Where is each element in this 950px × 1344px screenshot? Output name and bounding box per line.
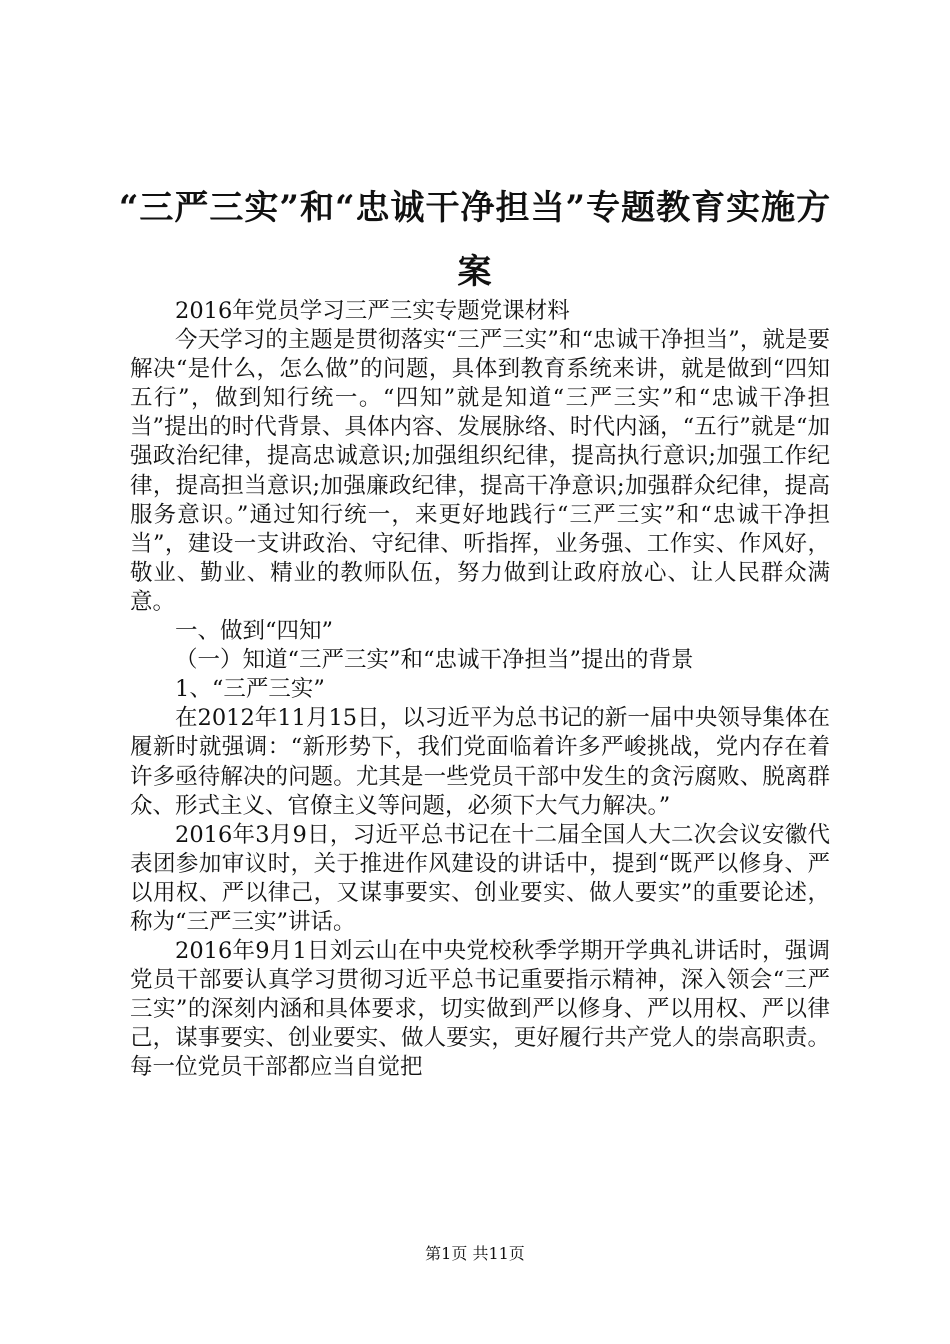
page-number: 第1页 共11页: [425, 1244, 525, 1263]
item-heading-1: 1、“三严三实”: [175, 676, 325, 703]
paragraph-2012: 在2012年11月15日，以习近平为总书记的新一届中央领导集体在履新时就强调：“新形势下，我们党面临着许多严峻挑战，党内存在着许多亟待解决的问题。尤其是一些党员干部中发生的贪污腐败、脱离群众、形式主义、官僚主义等问题，必须下大气力解决。”: [130, 705, 830, 819]
paragraph-2016-september: 2016年9月1日刘云山在中央党校秋季学期开学典礼讲话时，强调党员干部要认真学习贯彻习近平总书记重要指示精神，深入领会“三严三实”的深刻内涵和具体要求，切实做到严以修身、严以用权、严以律己，谋事要实、创业要实、做人要实，更好履行共产党人的崇高职责。每一位党员干部都应当自觉把: [130, 938, 830, 1081]
paragraph-subtitle: 2016年党员学习三严三实专题党课材料: [175, 298, 570, 324]
document-title: “三严三实”和“忠诚干净担当”专题教育实施方案: [118, 188, 832, 292]
paragraph-2016-march: 2016年3月9日，习近平总书记在十二届全国人大二次会议安徽代表团参加审议时，关于推进作风建设的讲话中，提到“既严以修身、严以用权、严以律己，又谋事要实、创业要实、做人要实”的重要论述，称为“三严三实”讲话。: [130, 821, 830, 935]
subsection-heading-1: （一）知道“三严三实”和“忠诚干净担当”提出的背景: [175, 647, 694, 674]
section-heading-1: 一、做到“四知”: [175, 618, 334, 645]
document-body: [130, 297, 830, 1083]
paragraph-intro: 今天学习的主题是贯彻落实“三严三实”和“忠诚干净担当”，就是要解决“是什么，怎么做”的问题，具体到教育系统来讲，就是做到“四知五行”，做到知行统一。“四知”就是知道“三严三实”和“忠诚干净担当”提出的时代背景、具体内容、发展脉络、时代内涵，“五行”就是“加强政治纪律，提高忠诚意识;加强组织纪律，提高执行意识;加强工作纪律，提高担当意识;加强廉政纪律，提高干净意识;加强群众纪律，提高服务意识。”通过知行统一，来更好地践行“三严三实”和“忠诚干净担当”，建设一支讲政治、守纪律、听指挥，业务强、工作实、作风好，敬业、勤业、精业的教师队伍，努力做到让政府放心、让人民群众满意。: [130, 327, 830, 615]
